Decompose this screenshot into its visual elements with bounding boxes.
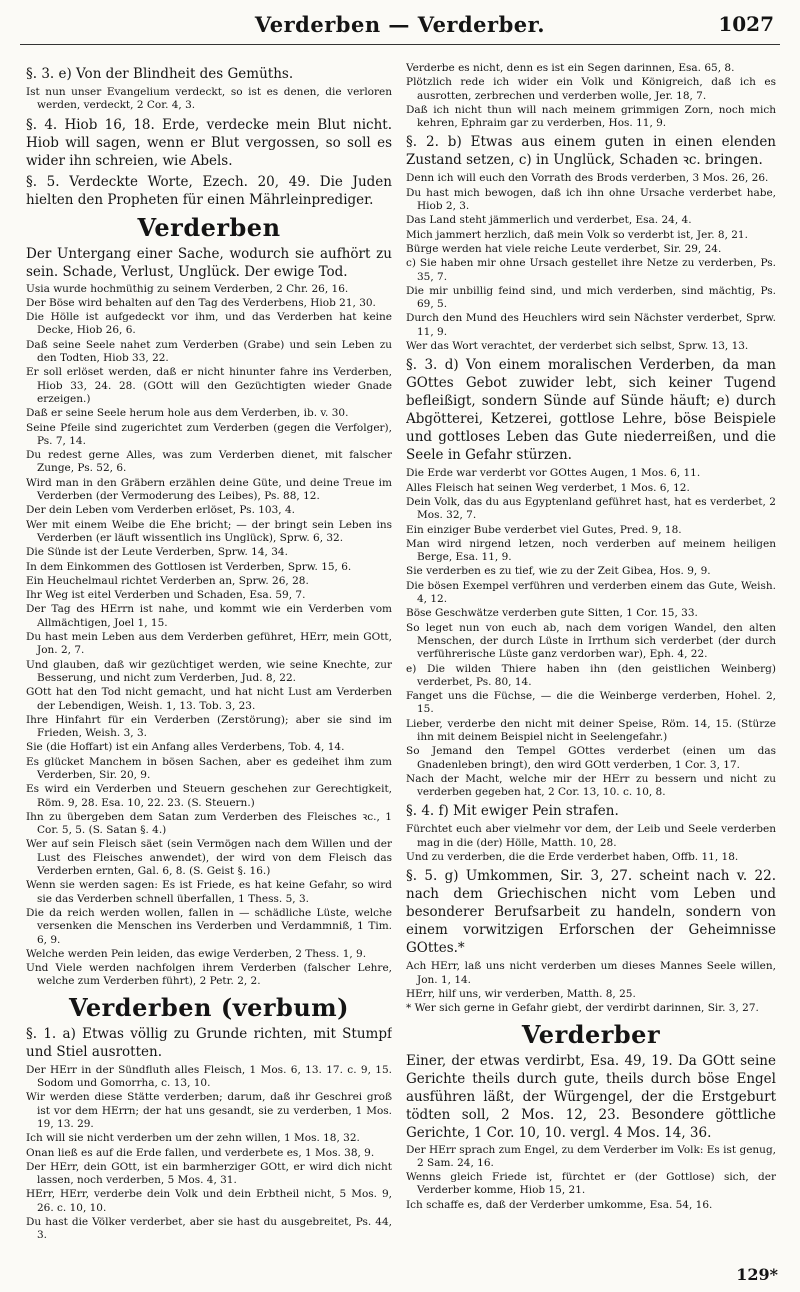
citation: HErr, hilf uns, wir verderben, Matth. 8, 25. bbox=[406, 987, 636, 1000]
entry-headword: Verderben bbox=[137, 212, 281, 242]
citation: Man wird nirgend letzen, noch verderben auf meinem heiligen Berge, Esa. 11, 9. bbox=[406, 537, 776, 564]
citation: Ihr Weg ist eitel Verderben und Schaden, Esa. 59, 7. bbox=[26, 589, 306, 602]
citation: e) Die wilden Thiere haben ihn (den geistlichen Weinberg) verderbet, Ps. 80, 14. bbox=[406, 662, 776, 688]
citation: Der HErr sprach zum Engel, zu dem Verderber im Volk: Es ist genug, 2 Sam. 24, 16. bbox=[406, 1143, 776, 1169]
citation: Böse Geschwätze verderben gute Sitten, 1 Cor. 15, 33. bbox=[406, 607, 698, 620]
citation: Lieber, verderbe den nicht mit deiner Speise, Röm. 14, 15. (Stürze ihn mit deinem Beispiel nicht in Seelengefahr.) bbox=[406, 717, 776, 743]
citation: Ihre Hinfahrt für ein Verderben (Zerstörung); aber sie sind im Frieden, Weish. 3, 3. bbox=[26, 713, 392, 740]
citation: Ist nun unser Evangelium verdeckt, so ist es denen, die verloren werden, verdeckt, 2 Cor. 4, 3. bbox=[26, 86, 392, 112]
citation: Ihn zu übergeben dem Satan zum Verderben des Fleisches ꝛc., 1 Cor. 5, 5. (S. Satan §. 4.) bbox=[26, 810, 392, 837]
citation: Ich schaffe es, daß der Verderber umkomme, Esa. 54, 16. bbox=[406, 1198, 713, 1211]
citation: Daß seine Seele nahet zum Verderben (Grabe) und sein Leben zu den Todten, Hiob 33, 22. bbox=[26, 338, 392, 365]
running-header bbox=[20, 10, 780, 45]
page-title: Verderben — Verderber. bbox=[254, 12, 546, 37]
citation: So leget nun von euch ab, nach dem vorigen Wandel, den alten Menschen, der durch Lüste in Irrthum sich verderbet (der durch verführerische Lüste ganz verdorben war), Eph. 4, 22. bbox=[406, 621, 776, 661]
citation: Ein Heuchelmaul richtet Verderben an, Sprw. 26, 28. bbox=[26, 574, 309, 587]
citation: Usia wurde hochmüthig zu seinem Verderben, 2 Chr. 26, 16. bbox=[26, 282, 349, 295]
section-heading: §. 4. f) Mit ewiger Pein strafen. bbox=[406, 803, 619, 820]
section-heading: §. 3. e) Von der Blindheit des Gemüths. bbox=[26, 66, 294, 82]
citation: Fürchtet euch aber vielmehr vor dem, der Leib und Seele verderben mag in die (der) Hölle, Matth. 10, 28. bbox=[406, 823, 776, 849]
citation: Plötzlich rede ich wider ein Volk und Königreich, daß ich es ausrotten, zerbrechen und verderben wolle, Jer. 18, 7. bbox=[406, 76, 776, 102]
citation: Mich jammert herzlich, daß mein Volk so verderbt ist, Jer. 8, 21. bbox=[406, 228, 748, 241]
citation: Nach der Macht, welche mir der HErr zu bessern und nicht zu verderben gegeben hat, 2 Cor. 13, 10. c. 10, 8. bbox=[406, 772, 776, 799]
citation: Wir werden diese Stätte verderben; darum, daß ihr Geschrei groß ist vor dem HErrn; der hat uns gesandt, sie zu verderben, 1 Mos. 19, 13. 29. bbox=[26, 1091, 392, 1130]
citation: Das Land steht jämmerlich und verderbet, Esa. 24, 4. bbox=[406, 214, 692, 227]
right-column bbox=[406, 62, 776, 1286]
citation: Und glauben, daß wir gezüchtiget werden, wie seine Knechte, zur Besserung, und nicht zum Verderben, Jud. 8, 22. bbox=[26, 658, 392, 684]
left-column bbox=[26, 62, 392, 1276]
entry-definition: Der Untergang einer Sache, wodurch sie aufhört zu sein. Schade, Verlust, Unglück. Der ewige Tod. bbox=[26, 245, 392, 280]
citation: Der Tag des HErrn ist nahe, und kommt wie ein Verderben vom Allmächtigen, Joel 1, 15. bbox=[26, 603, 392, 629]
citation: Bürge werden hat viele reiche Leute verderbet, Sir. 29, 24. bbox=[406, 242, 722, 255]
citation: Wer das Wort verachtet, der verderbet sich selbst, Sprw. 13, 13. bbox=[406, 340, 749, 353]
section-heading: §. 3. d) Von einem moralischen Verderben, da man GOttes Gebot zuwider lebt, sich keiner Tugend befleißigt, sondern Sünde auf Sünde häuft; e) durch Abgötterei, Ketzerei, gottlose Lehre, böse Beispiele und gottloses Leben das Gute niederreißen, und die Seele in Gefahr stürzen. bbox=[406, 357, 776, 464]
citation: Es glücket Manchem in bösen Sachen, aber es gedeihet ihm zum Verderben, Sir. 20, 9. bbox=[26, 755, 392, 781]
citation: Die Erde war verderbt vor GOttes Augen, 1 Mos. 6, 11. bbox=[406, 467, 701, 480]
entry-definition: Einer, der etwas verdirbt, Esa. 49, 19. Da GOtt seine Gerichte theils durch gute, theils durch böse Engel ausführen läßt, der Würgengel, der die Erstgeburt tödten soll, 2 Mos. 12, 23. Besondere göttliche Gerichte, 1 Cor. 10, 10. vergl. 4 Mos. 14, 36. bbox=[406, 1052, 776, 1141]
signature-mark: 129* bbox=[736, 1265, 778, 1284]
citation: Ein einziger Bube verderbet viel Gutes, Pred. 9, 18. bbox=[406, 523, 682, 536]
citation: Daß ich nicht thun will nach meinem grimmigen Zorn, noch mich kehren, Ephraim gar zu verderben, Hos. 11, 9. bbox=[406, 103, 776, 130]
citation: So Jemand den Tempel GOttes verderbet (einen um das Gnadenleben bringt), den wird GOtt verderben, 1 Cor. 3, 17. bbox=[406, 745, 776, 771]
section-heading: §. 4. Hiob 16, 18. Erde, verdecke mein Blut nicht. Hiob will sagen, wenn er Blut vergossen, so soll es wider ihn schreien, wie Abels. bbox=[26, 116, 392, 169]
citation: Wer auf sein Fleisch säet (sein Vermögen nach dem Willen und der Lust des Fleisches anwendet), der wird von dem Fleisch das Verderben ernten, Gal. 6, 8. (S. Geist §. 16.) bbox=[26, 838, 392, 878]
citation: Wenns gleich Friede ist, fürchtet er (der Gottlose) sich, der Verderber komme, Hiob 15, 21. bbox=[406, 1171, 776, 1197]
citation: Alles Fleisch hat seinen Weg verderbet, 1 Mos. 6, 12. bbox=[406, 481, 690, 494]
citation: * Wer sich gerne in Gefahr giebt, der verdirbt darinnen, Sir. 3, 27. bbox=[406, 1002, 759, 1015]
citation: Wenn sie werden sagen: Es ist Friede, es hat keine Gefahr, so wird sie das Verderben schnell überfallen, 1 Thess. 5, 3. bbox=[26, 879, 392, 905]
citation: Verderbe es nicht, denn es ist ein Segen darinnen, Esa. 65, 8. bbox=[406, 62, 735, 74]
citation: Der Böse wird behalten auf den Tag des Verderbens, Hiob 21, 30. bbox=[26, 296, 376, 309]
citation: Es wird ein Verderben und Steuern geschehen zur Gerechtigkeit, Röm. 9, 28. Esa. 10, 22. 23. (S. Steuern.) bbox=[26, 783, 392, 809]
citation: Wer mit einem Weibe die Ehe bricht; — der bringt sein Leben ins Verderben (er läuft wissentlich ins Unglück), Sprw. 6, 32. bbox=[26, 518, 392, 544]
section-heading: §. 5. g) Umkommen, Sir. 3, 27. scheint nach v. 22. nach dem Griechischen nicht vom Leben und besonderer Berufsarbeit zu handeln, sondern von einem vorwitzigen Erforschen der Geheimnisse GOttes.* bbox=[406, 868, 776, 957]
entry-headword: Verderber bbox=[521, 1019, 661, 1049]
citation: Der HErr, dein GOtt, ist ein barmherziger GOtt, er wird dich nicht lassen, noch verderben, 5 Mos. 4, 31. bbox=[26, 1160, 392, 1187]
citation: Welche werden Pein leiden, das ewige Verderben, 2 Thess. 1, 9. bbox=[26, 947, 367, 960]
page-number: 1027 bbox=[718, 12, 774, 36]
section-heading: §. 5. Verdeckte Worte, Ezech. 20, 49. Die Juden hielten den Propheten für einen Mährleinprediger. bbox=[26, 173, 392, 208]
citation: Die da reich werden wollen, fallen in — schädliche Lüste, welche versenken die Menschen ins Verderben und Verdammniß, 1 Tim. 6, 9. bbox=[26, 906, 392, 946]
citation: Du hast die Völker verderbet, aber sie hast du ausgebreitet, Ps. 44, 3. bbox=[26, 1216, 392, 1242]
citation: Und Viele werden nachfolgen ihrem Verderben (falscher Lehre, welche zum Verderben führt), 2 Petr. 2, 2. bbox=[26, 962, 392, 988]
citation: Die mir unbillig feind sind, und mich verderben, sind mächtig, Ps. 69, 5. bbox=[406, 284, 776, 311]
citation: GOtt hat den Tod nicht gemacht, und hat nicht Lust am Verderben der Lebendigen, Weish. 1, 13. Tob. 3, 23. bbox=[26, 686, 392, 712]
entry-headword: Verderben (verbum) bbox=[68, 992, 350, 1022]
citation: Sie (die Hoffart) ist ein Anfang alles Verderbens, Tob. 4, 14. bbox=[26, 741, 345, 754]
citation: Du redest gerne Alles, was zum Verderben dienet, mit falscher Zunge, Ps. 52, 6. bbox=[26, 449, 392, 475]
citation: Und zu verderben, die die Erde verderbet haben, Offb. 11, 18. bbox=[406, 851, 739, 864]
citation: Du hast mich bewogen, daß ich ihn ohne Ursache verderbet habe, Hiob 2, 3. bbox=[406, 186, 776, 213]
citation: Er soll erlöset werden, daß er nicht hinunter fahre ins Verderben, Hiob 33, 24. 28. (GOtt will den Gezüchtigten wieder Gnade erzeigen.) bbox=[26, 366, 392, 405]
citation: c) Sie haben mir ohne Ursach gestellet ihre Netze zu verderben, Ps. 35, 7. bbox=[406, 257, 776, 283]
citation: Denn ich will euch den Vorrath des Brods verderben, 3 Mos. 26, 26. bbox=[406, 172, 769, 185]
citation: Dein Volk, das du aus Egyptenland geführet hast, hat es verderbet, 2 Mos. 32, 7. bbox=[406, 495, 776, 522]
citation: Die Sünde ist der Leute Verderben, Sprw. 14, 34. bbox=[26, 546, 288, 559]
citation: Durch den Mund des Heuchlers wird sein Nächster verderbet, Sprw. 11, 9. bbox=[406, 312, 776, 338]
citation: In dem Einkommen des Gottlosen ist Verderben, Sprw. 15, 6. bbox=[26, 560, 352, 573]
citation: Du hast mein Leben aus dem Verderben geführet, HErr, mein GOtt, Jon. 2, 7. bbox=[26, 631, 392, 657]
citation: Seine Pfeile sind zugerichtet zum Verderben (gegen die Verfolger), Ps. 7, 14. bbox=[26, 421, 392, 447]
citation: HErr, HErr, verderbe dein Volk und dein Erbtheil nicht, 5 Mos. 9, 26. c. 10, 10. bbox=[26, 1188, 392, 1214]
citation: Onan ließ es auf die Erde fallen, und verderbete es, 1 Mos. 38, 9. bbox=[26, 1146, 375, 1159]
section-heading: §. 1. a) Etwas völlig zu Grunde richten, mit Stumpf und Stiel ausrotten. bbox=[26, 1025, 392, 1060]
citation: Ach HErr, laß uns nicht verderben um dieses Mannes Seele willen, Jon. 1, 14. bbox=[406, 960, 776, 986]
section-heading: §. 2. b) Etwas aus einem guten in einen elenden Zustand setzen, c) in Unglück, Schaden ꝛc. bringen. bbox=[406, 134, 776, 169]
citation: Die Hölle ist aufgedeckt vor ihm, und das Verderben hat keine Decke, Hiob 26, 6. bbox=[26, 311, 392, 337]
citation: Die bösen Exempel verführen und verderben einem das Gute, Weish. 4, 12. bbox=[406, 579, 776, 606]
citation: Daß er seine Seele herum hole aus dem Verderben, ib. v. 30. bbox=[26, 407, 349, 420]
citation: Fanget uns die Füchse, — die die Weinberge verderben, Hohel. 2, 15. bbox=[406, 690, 776, 716]
citation: Der dein Leben vom Verderben erlöset, Ps. 103, 4. bbox=[26, 504, 295, 517]
citation: Ich will sie nicht verderben um der zehn willen, 1 Mos. 18, 32. bbox=[26, 1132, 360, 1145]
citation: Wird man in den Gräbern erzählen deine Güte, und deine Treue im Verderben (der Vermoderung des Leibes), Ps. 88, 12. bbox=[26, 476, 392, 503]
citation: Der HErr in der Sündfluth alles Fleisch, 1 Mos. 6, 13. 17. c. 9, 15. Sodom und Gomorrha, c. 13, 10. bbox=[26, 1063, 392, 1090]
citation: Sie verderben es zu tief, wie zu der Zeit Gibea, Hos. 9, 9. bbox=[406, 565, 711, 578]
